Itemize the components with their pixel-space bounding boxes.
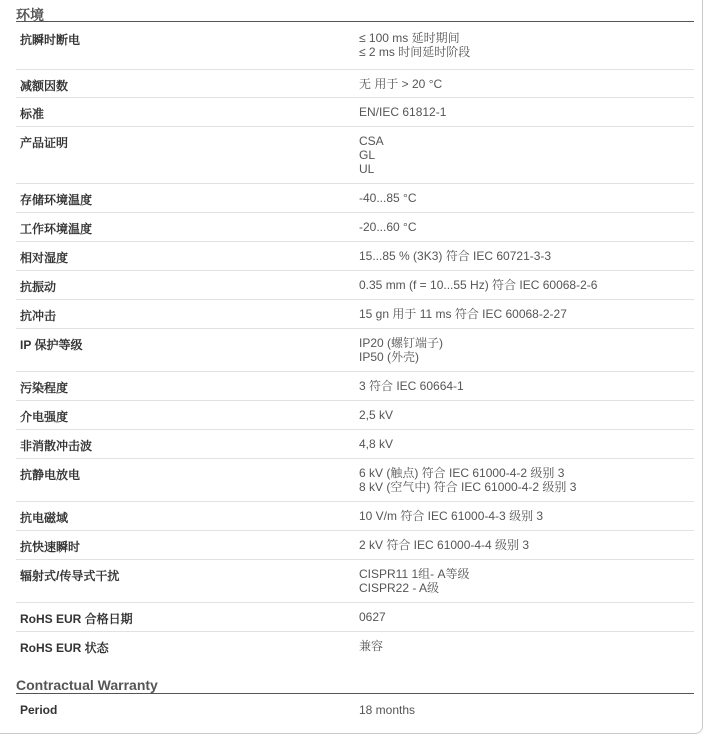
spec-label: 抗瞬时断电 xyxy=(20,33,81,47)
spec-value-line: 4,8 kV xyxy=(359,437,394,451)
spec-value-line: 3 符合 IEC 60664-1 xyxy=(359,379,464,393)
spec-row-rohs-status xyxy=(16,631,694,660)
spec-value-line: 15...85 % (3K3) 符合 IEC 60721-3-3 xyxy=(359,249,552,263)
spec-value-line: 6 kV (触点) 符合 IEC 61000-4-2 级别 3 xyxy=(359,466,565,480)
spec-label: 存储环境温度 xyxy=(20,193,93,207)
spec-label: 相对湿度 xyxy=(20,251,69,265)
spec-value-line: 18 months xyxy=(359,703,416,717)
section-divider xyxy=(16,21,694,22)
spec-value-line: EN/IEC 61812-1 xyxy=(359,105,447,119)
spec-value-line: GL xyxy=(359,148,376,162)
spec-row-humidity xyxy=(16,241,694,270)
spec-label: 抗快速瞬时 xyxy=(20,540,81,554)
spec-value-line: IP20 (螺钉端子) xyxy=(359,336,444,350)
spec-value xyxy=(359,105,446,119)
spec-label: 非消散冲击波 xyxy=(20,439,93,453)
spec-label: Period xyxy=(20,703,58,717)
spec-value xyxy=(359,336,443,364)
spec-row-esd xyxy=(16,458,694,501)
spec-row-ip-rating xyxy=(16,328,694,371)
spec-label: 标准 xyxy=(20,107,45,121)
section-title-environment: 环境 xyxy=(16,7,44,23)
spec-value xyxy=(359,379,464,393)
spec-label: 工作环境温度 xyxy=(20,222,93,236)
spec-value-line: IP50 (外壳) xyxy=(359,350,420,364)
spec-value-line: ≤ 2 ms 时间延时阶段 xyxy=(359,45,471,59)
spec-value xyxy=(359,31,470,59)
spec-value xyxy=(359,538,529,552)
spec-value-line: CISPR11 1组- A等级 xyxy=(359,567,470,581)
spec-row-fast-transient xyxy=(16,530,694,559)
spec-label: 抗冲击 xyxy=(20,309,57,323)
spec-value xyxy=(359,408,393,422)
spec-row-rohs-date xyxy=(16,602,694,631)
spec-label: RoHS EUR 状态 xyxy=(20,641,109,655)
spec-row-dielectric xyxy=(16,400,694,429)
spec-value xyxy=(359,278,597,292)
spec-value xyxy=(359,249,551,263)
spec-label: RoHS EUR 合格日期 xyxy=(20,612,133,626)
spec-label: IP 保护等级 xyxy=(20,338,83,352)
spec-label: 抗静电放电 xyxy=(20,468,81,482)
spec-value xyxy=(359,77,442,91)
spec-row-storage-temp xyxy=(16,183,694,212)
spec-value-line: 15 gn 用于 11 ms 符合 IEC 60068-2-27 xyxy=(359,307,567,321)
section-divider xyxy=(16,693,694,694)
spec-value xyxy=(359,610,386,624)
spec-row-emissions xyxy=(16,559,694,602)
spec-row-shock xyxy=(16,299,694,328)
spec-value-line: 0627 xyxy=(359,610,386,624)
spec-value-line: 兼容 xyxy=(359,639,384,653)
spec-value-line: -20...60 °C xyxy=(359,220,417,234)
spec-label: 污染程度 xyxy=(20,381,69,395)
spec-value-line: 10 V/m 符合 IEC 61000-4-3 级别 3 xyxy=(359,509,544,523)
spec-label: 减额因数 xyxy=(20,79,69,93)
spec-value xyxy=(359,509,543,523)
spec-label: 抗振动 xyxy=(20,280,57,294)
spec-value-line: -40...85 °C xyxy=(359,191,417,205)
spec-value-line: CSA xyxy=(359,134,384,148)
spec-value-line: CISPR22 - A级 xyxy=(359,581,440,595)
spec-row-operating-temp xyxy=(16,212,694,241)
spec-row-pollution xyxy=(16,371,694,400)
spec-value xyxy=(359,567,469,595)
spec-value-line: 2 kV 符合 IEC 61000-4-4 级别 3 xyxy=(359,538,530,552)
spec-value-line: UL xyxy=(359,162,375,176)
spec-value xyxy=(359,220,417,234)
spec-row-em-field xyxy=(16,501,694,530)
spec-value xyxy=(359,134,384,176)
spec-value xyxy=(359,466,576,494)
spec-label: 介电强度 xyxy=(20,410,69,424)
spec-row-vibration xyxy=(16,270,694,299)
section-title-warranty: Contractual Warranty xyxy=(16,677,158,693)
spec-value xyxy=(359,191,417,205)
spec-row-power-interruption xyxy=(16,24,694,69)
spec-value-line: 8 kV (空气中) 符合 IEC 61000-4-2 级别 3 xyxy=(359,480,577,494)
spec-value xyxy=(359,703,415,717)
spec-value-line: 无 用于 > 20 °C xyxy=(359,77,443,91)
spec-value-line: 0.35 mm (f = 10...55 Hz) 符合 IEC 60068-2-6 xyxy=(359,278,598,292)
spec-value xyxy=(359,639,383,653)
spec-row-derating xyxy=(16,69,694,97)
spec-value-line: 2,5 kV xyxy=(359,408,394,422)
spec-value xyxy=(359,307,567,321)
spec-label: 产品证明 xyxy=(20,136,69,150)
spec-row-warranty-period xyxy=(16,696,694,725)
spec-label: 抗电磁域 xyxy=(20,511,69,525)
spec-value-line: ≤ 100 ms 延时期间 xyxy=(359,31,460,45)
spec-row-certifications xyxy=(16,126,694,183)
spec-value xyxy=(359,437,393,451)
spec-label: 辐射式/传导式干扰 xyxy=(20,569,120,583)
spec-row-standards xyxy=(16,97,694,126)
spec-row-impulse xyxy=(16,429,694,458)
